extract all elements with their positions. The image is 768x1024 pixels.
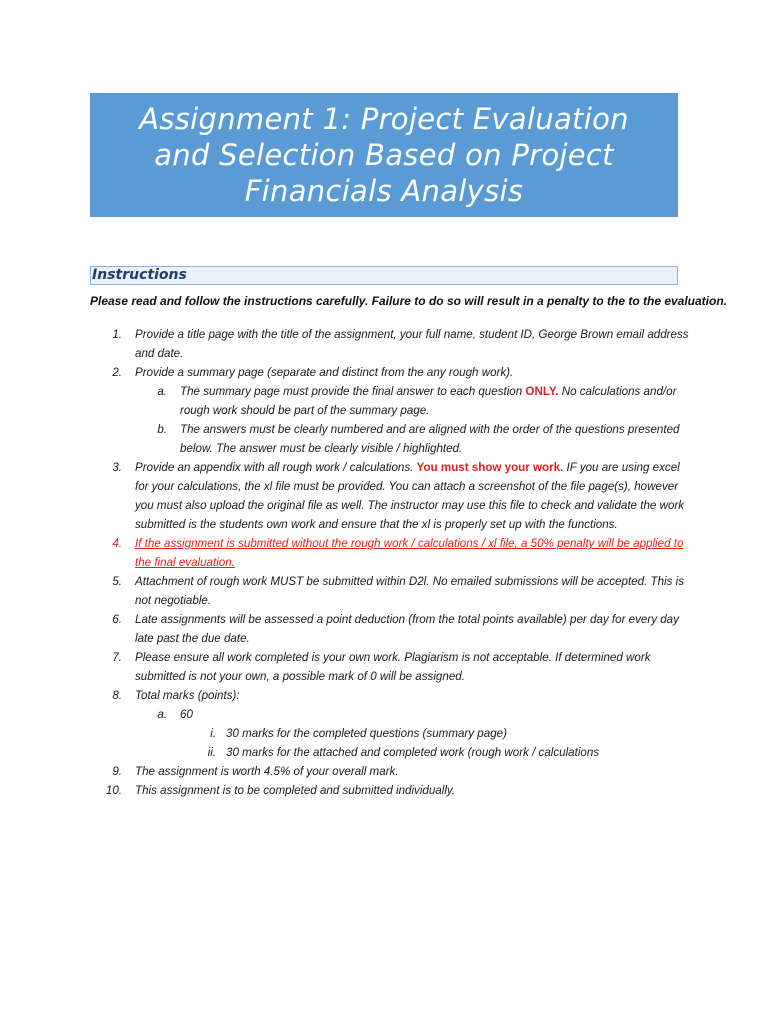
sub-list-item: [90, 382, 690, 420]
list-item-text: The answers must be clearly numbered and are aligned with the order of the questions presented below. The answer must be clearly visible / highlighted.: [180, 423, 680, 455]
list-item-text: The summary page must provide the final answer to each question: [180, 385, 526, 398]
list-item-number: 2.: [112, 366, 122, 379]
intro-paragraph: Please read and follow the instructions carefully. Failure to do so will result in a penalty to the to the evaluation.: [90, 294, 728, 308]
section-heading-box: [90, 266, 678, 285]
list-item-number: ii.: [207, 746, 216, 759]
list-item-number: 6.: [112, 613, 122, 626]
list-item-number: 5.: [112, 575, 122, 588]
list-item-text: 30 marks for the completed questions (summary page): [226, 727, 507, 740]
list-item-number: 9.: [112, 765, 122, 778]
list-item-text: This assignment is to be completed and submitted individually.: [135, 784, 456, 797]
section-heading: Instructions: [92, 267, 187, 283]
title-banner: [90, 93, 678, 217]
list-item-penalty: [90, 534, 690, 572]
instruction-list: [90, 325, 690, 800]
list-item-text: Provide a summary page (separate and distinct from the any rough work).: [135, 366, 514, 379]
list-item: [90, 458, 690, 534]
list-item: [90, 686, 690, 705]
list-item-text: Attachment of rough work MUST be submitted within D2l. No emailed submissions will be accepted. This is not negotiable.: [135, 575, 684, 607]
list-item: [90, 363, 690, 382]
list-item-number: 3.: [112, 461, 122, 474]
list-item-number: b.: [157, 423, 167, 436]
list-item: [90, 762, 690, 781]
sub-list-item: [90, 705, 690, 724]
document-title: Assignment 1: Project Evaluation and Selection Based on Project Financials Analysis: [139, 102, 629, 208]
list-item: [90, 610, 690, 648]
list-item-text: Please ensure all work completed is your own work. Plagiarism is not acceptable. If determined work submitted is not your own, a possible mark of 0 will be assigned.: [135, 651, 651, 683]
list-item: [90, 572, 690, 610]
list-item-text: IF you are using excel for your calculations, the xl file must be provided. You can attach a screenshot of the file page(s), however you must also upload the original file as well. The instructor may use this file to check and validate the work submitted is the students own work and ensure that the xl is properly set up with the functions.: [135, 461, 685, 531]
list-item-text: 60: [180, 708, 193, 721]
list-item-number: 4.: [112, 537, 122, 550]
list-item-number: 1.: [112, 328, 122, 341]
list-item-text: 30 marks for the attached and completed work (rough work / calculations: [226, 746, 600, 759]
list-item-text: Total marks (points):: [135, 689, 240, 702]
list-item-number: 10.: [105, 784, 122, 797]
list-item-text: Late assignments will be assessed a point deduction (from the total points available) per day for every day late past the due date.: [135, 613, 679, 645]
list-item-text: Provide an appendix with all rough work / calculations.: [135, 461, 417, 474]
emphasis-text: ONLY.: [525, 385, 559, 398]
list-item-number: a.: [157, 385, 167, 398]
sub-sub-list-item: [90, 724, 690, 743]
list-item: [90, 325, 690, 363]
list-item-number: 8.: [112, 689, 122, 702]
list-item-number: 7.: [112, 651, 122, 664]
list-item: [90, 648, 690, 686]
sub-list-item: [90, 420, 690, 458]
emphasis-text: You must show your work.: [416, 461, 564, 474]
list-item: [90, 781, 690, 800]
list-item-text: If the assignment is submitted without the rough work / calculations / xl file, a 50% penalty will be applied to the final evaluation.: [135, 537, 684, 569]
list-item-text: Provide a title page with the title of the assignment, your full name, student ID, George Brown email address and date.: [135, 328, 689, 360]
list-item-number: a.: [157, 708, 167, 721]
list-item-number: i.: [210, 727, 216, 740]
list-item-text: The assignment is worth 4.5% of your overall mark.: [135, 765, 399, 778]
sub-sub-list-item: [90, 743, 690, 762]
list-item-text: No calculations and/or rough work should be part of the summary page.: [180, 385, 677, 417]
